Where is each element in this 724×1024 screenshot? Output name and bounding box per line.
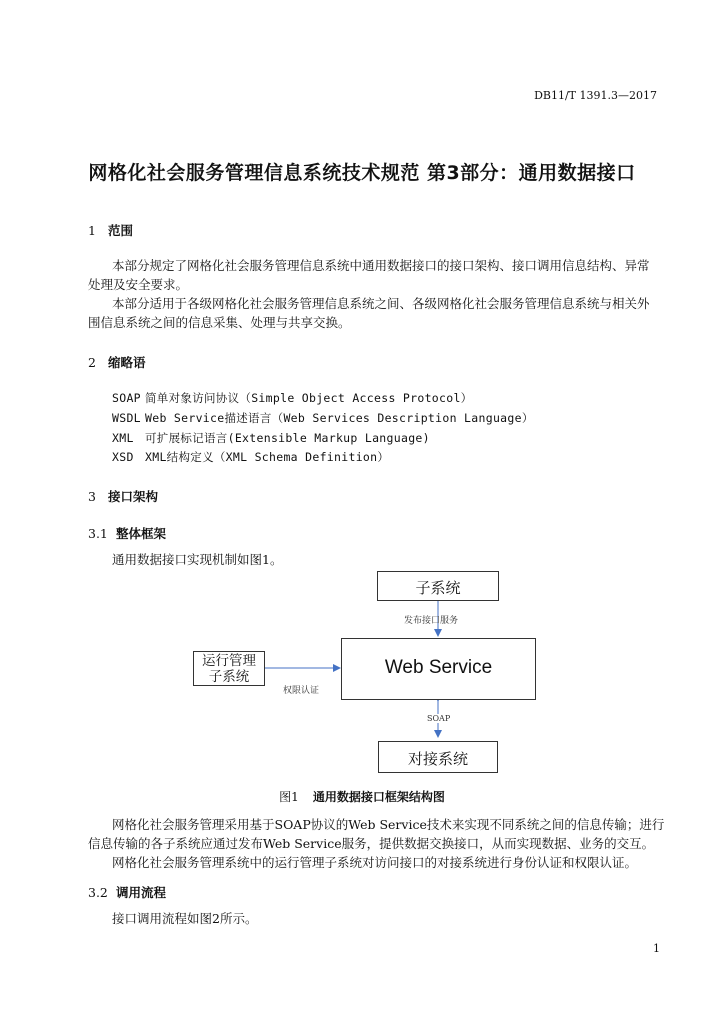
figure-caption: [200, 788, 524, 805]
paragraph-line: 接口调用流程如图2所示。: [112, 911, 258, 926]
soap-label: SOAP: [427, 714, 451, 723]
paragraph-line: 围信息系统之间的信息采集、处理与共享交换。: [88, 315, 351, 330]
section-heading-3-2: [88, 883, 166, 901]
paragraph-line: 处理及安全要求。: [88, 277, 189, 292]
publish-label: 发布接口服务: [404, 616, 459, 626]
section-number: 3.1: [88, 526, 108, 541]
paragraph-line: 信息传输的各子系统应通过发布Web Service服务，提供数据交换接口，从而实现数据、业务的交互。: [88, 836, 655, 851]
page-number: 1: [653, 942, 660, 955]
peer-system-box: [378, 741, 498, 773]
page-title: 网格化社会服务管理信息系统技术规范 第3部分：通用数据接口: [88, 162, 636, 184]
section-number: 3: [88, 489, 96, 504]
webservice-box: [341, 638, 536, 700]
abbreviation-desc: 简单对象访问协议（Simple Object Access Protocol）: [145, 391, 473, 405]
section-title: 接口架构: [108, 489, 159, 504]
abbreviation-key: XML: [112, 431, 134, 445]
section-title: 整体框架: [116, 526, 167, 541]
section-number: 1: [88, 223, 96, 238]
figure-title: 通用数据接口框架结构图: [312, 790, 445, 804]
peer-system-label: 对接系统: [407, 750, 468, 768]
runtime-label-line2: 子系统: [208, 669, 250, 685]
section-number: 3.2: [88, 885, 108, 900]
section-title: 范围: [108, 223, 134, 238]
section-title: 缩略语: [108, 355, 146, 370]
abbreviation-key: WSDL: [112, 411, 141, 425]
paragraph-line: 本部分规定了网格化社会服务管理信息系统中通用数据接口的接口架构、接口调用信息结构、异常: [112, 258, 650, 273]
auth-label: 权限认证: [283, 686, 320, 696]
section-title: 调用流程: [116, 885, 167, 900]
section-number: 2: [88, 355, 96, 370]
paragraph-line: 通用数据接口实现机制如图1。: [112, 552, 283, 567]
paragraph-line: 本部分适用于各级网格化社会服务管理信息系统之间、各级网格化社会服务管理信息系统与相关外: [112, 296, 650, 311]
runtime-subsystem-box: [193, 651, 265, 686]
standard-number: DB11/T 1391.3—2017: [534, 89, 657, 102]
runtime-label-line1: 运行管理: [202, 653, 256, 669]
abbreviation-desc: 可扩展标记语言(Extensible Markup Language): [145, 431, 430, 445]
abbreviation-desc: Web Service描述语言（Web Services Description Language）: [145, 411, 534, 425]
subsystem-label: 子系统: [415, 579, 461, 597]
abbreviation-key: SOAP: [112, 391, 141, 405]
abbreviation-desc: XML结构定义（XML Schema Definition）: [145, 450, 390, 464]
paragraph-line: 网格化社会服务管理采用基于SOAP协议的Web Service技术来实现不同系统之间的信息传输；进行: [112, 817, 665, 832]
figure-number: 图1: [279, 790, 299, 804]
paragraph-line: 网格化社会服务管理系统中的运行管理子系统对访问接口的对接系统进行身份认证和权限认证。: [112, 855, 638, 870]
webservice-label: Web Service: [384, 657, 493, 678]
subsystem-box: [377, 571, 499, 601]
abbreviation-key: XSD: [112, 450, 134, 464]
